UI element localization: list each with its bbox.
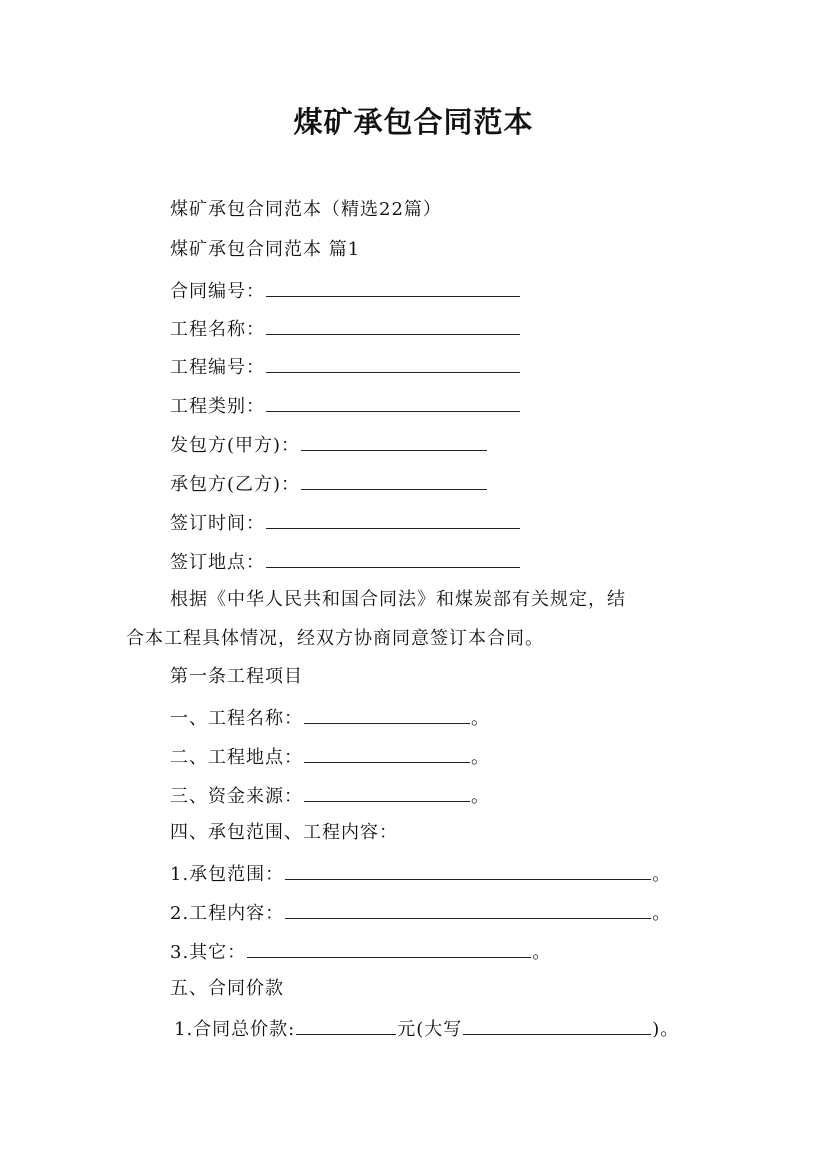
article-heading: 第一条工程项目 (170, 666, 303, 687)
item-label: 一、工程名称： (170, 708, 303, 729)
field-contract-number (170, 278, 521, 304)
field-label: 发包方(甲方)： (170, 435, 301, 456)
subitem-end: 。 (652, 903, 672, 924)
field-label: 承包方(乙方)： (170, 474, 301, 495)
subitem-scope (170, 861, 671, 887)
field-label: 工程编号： (170, 357, 265, 378)
fill-blank (266, 510, 520, 529)
item-end: 。 (471, 747, 490, 768)
field-label: 合同编号： (170, 281, 265, 302)
document-subtitle: 煤矿承包合同范本（精选22篇） (170, 199, 442, 220)
intro-paragraph-line1: 根据《中华人民共和国合同法》和煤炭部有关规定，结 (170, 589, 626, 610)
field-party-a (170, 432, 488, 458)
subitem-label: 2.工程内容： (170, 903, 285, 924)
item-label: 二、工程地点： (170, 747, 303, 768)
field-party-b (170, 471, 488, 497)
subitem-end: 。 (652, 864, 672, 885)
subitem-label: 1.承包范围： (170, 864, 285, 885)
field-label: 签订地点： (170, 552, 265, 573)
fill-blank (463, 1016, 651, 1035)
fill-blank (304, 744, 470, 763)
field-project-number (170, 354, 521, 380)
price-line (174, 1016, 679, 1042)
item-scope-heading: 四、承包范围、工程内容： (170, 822, 398, 843)
fill-blank (266, 278, 520, 297)
field-label: 工程类别： (170, 396, 265, 417)
subitem-end: 。 (532, 942, 552, 963)
price-unit: 元(大写 (397, 1019, 463, 1040)
item-label: 三、资金来源： (170, 786, 303, 807)
item-project-name (170, 705, 490, 731)
field-label: 工程名称： (170, 319, 265, 340)
item-end: 。 (471, 708, 490, 729)
price-end: )。 (652, 1019, 680, 1040)
fill-blank (285, 900, 651, 919)
subitem-other (170, 939, 551, 965)
document-title: 煤矿承包合同范本 (293, 105, 534, 139)
fill-blank (266, 316, 520, 335)
field-sign-place (170, 549, 521, 575)
field-project-name (170, 316, 521, 342)
fill-blank (301, 432, 487, 451)
field-label: 签订时间： (170, 513, 265, 534)
subitem-label: 3.其它： (170, 942, 247, 963)
fill-blank (266, 393, 520, 412)
fill-blank (266, 354, 520, 373)
fill-blank (304, 783, 470, 802)
fill-blank (285, 861, 651, 880)
intro-paragraph-line2: 合本工程具体情况，经双方协商同意签订本合同。 (126, 628, 544, 649)
fill-blank (266, 549, 520, 568)
item-price-heading: 五、合同价款 (170, 978, 284, 999)
item-project-location (170, 744, 490, 770)
item-end: 。 (471, 786, 490, 807)
fill-blank (301, 471, 487, 490)
item-fund-source (170, 783, 490, 809)
fill-blank (304, 705, 470, 724)
subitem-content (170, 900, 671, 926)
fill-blank (247, 939, 531, 958)
field-sign-date (170, 510, 521, 536)
field-project-type (170, 393, 521, 419)
section-heading: 煤矿承包合同范本 篇1 (170, 239, 361, 260)
price-label: 1.合同总价款: (174, 1019, 296, 1040)
fill-blank (296, 1016, 396, 1035)
